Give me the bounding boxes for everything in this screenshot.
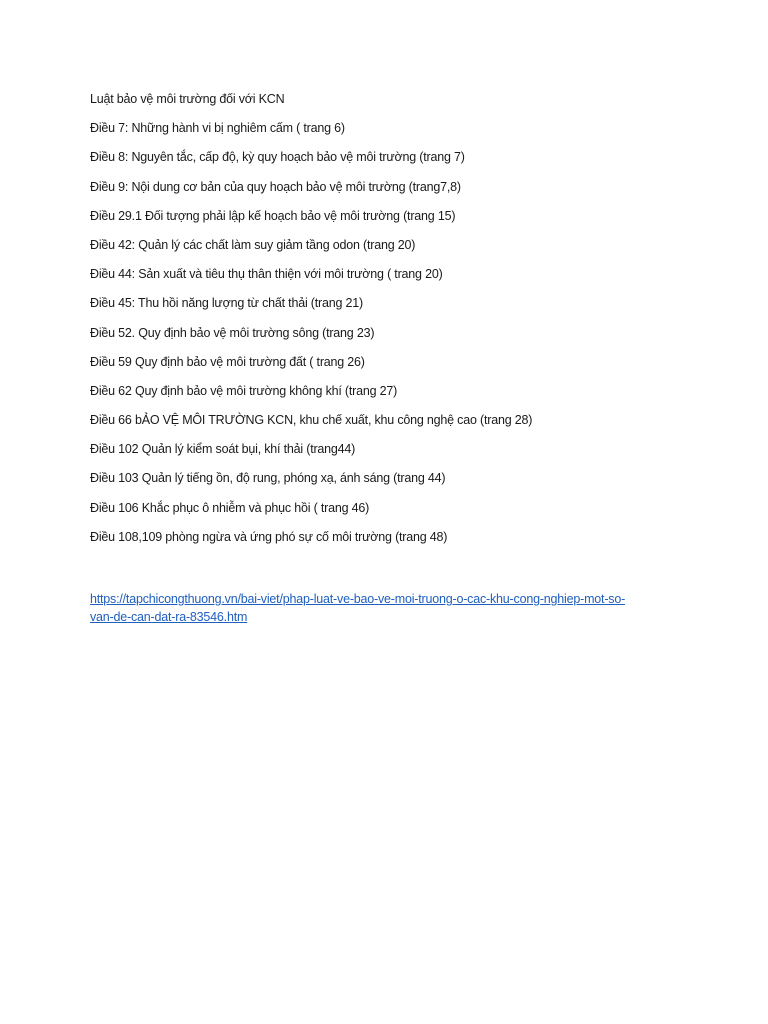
list-item: Điều 108,109 phòng ngừa và ứng phó sự cố môi trường (trang 48) — [90, 529, 448, 544]
list-item: Điều 102 Quản lý kiểm soát bụi, khí thải (trang44) — [90, 442, 356, 457]
list-item: Điều 44: Sản xuất và tiêu thụ thân thiện với môi trường ( trang 20) — [90, 267, 443, 282]
list-item: Điều 59 Quy định bảo vệ môi trường đất ( trang 26) — [90, 354, 365, 369]
list-item: Điều 106 Khắc phục ô nhiễm và phục hồi ( trang 46) — [90, 500, 370, 515]
list-item: Điều 45: Thu hồi năng lượng từ chất thải (trang 21) — [90, 296, 364, 311]
list-item: Điều 52. Quy định bảo vệ môi trường sông (trang 23) — [90, 325, 375, 340]
source-link-line-1[interactable]: https://tapchicongthuong.vn/bai-viet/phap-luat-ve-bao-ve-moi-truong-o-cac-khu-cong-nghiep-mot-so- — [90, 592, 626, 606]
list-item: Điều 29.1 Đối tượng phải lập kế hoạch bảo vệ môi trường (trang 15) — [90, 208, 456, 223]
list-item: Điều 8: Nguyên tắc, cấp độ, kỳ quy hoạch bảo vệ môi trường (trang 7) — [90, 150, 465, 165]
list-item: Điều 66 bẢO VỆ MÔI TRƯỜNG KCN, khu chế xuất, khu công nghệ cao (trang 28) — [90, 413, 533, 428]
list-item: Điều 103 Quản lý tiếng ồn, độ rung, phóng xạ, ánh sáng (trang 44) — [90, 471, 446, 486]
list-item: Điều 62 Quy định bảo vệ môi trường không khí (trang 27) — [90, 383, 398, 398]
list-item: Điều 7: Những hành vi bị nghiêm cấm ( trang 6) — [90, 121, 345, 136]
document-title: Luật bảo vệ môi trường đối với KCN — [90, 92, 285, 106]
list-item: Điều 9: Nội dung cơ bản của quy hoạch bảo vệ môi trường (trang7,8) — [90, 179, 461, 194]
list-item: Điều 42: Quản lý các chất làm suy giảm tầng odon (trang 20) — [90, 237, 416, 252]
source-link-line-2[interactable]: van-de-can-dat-ra-83546.htm — [90, 610, 248, 624]
source-link[interactable] — [90, 590, 690, 626]
document-body — [90, 92, 690, 559]
